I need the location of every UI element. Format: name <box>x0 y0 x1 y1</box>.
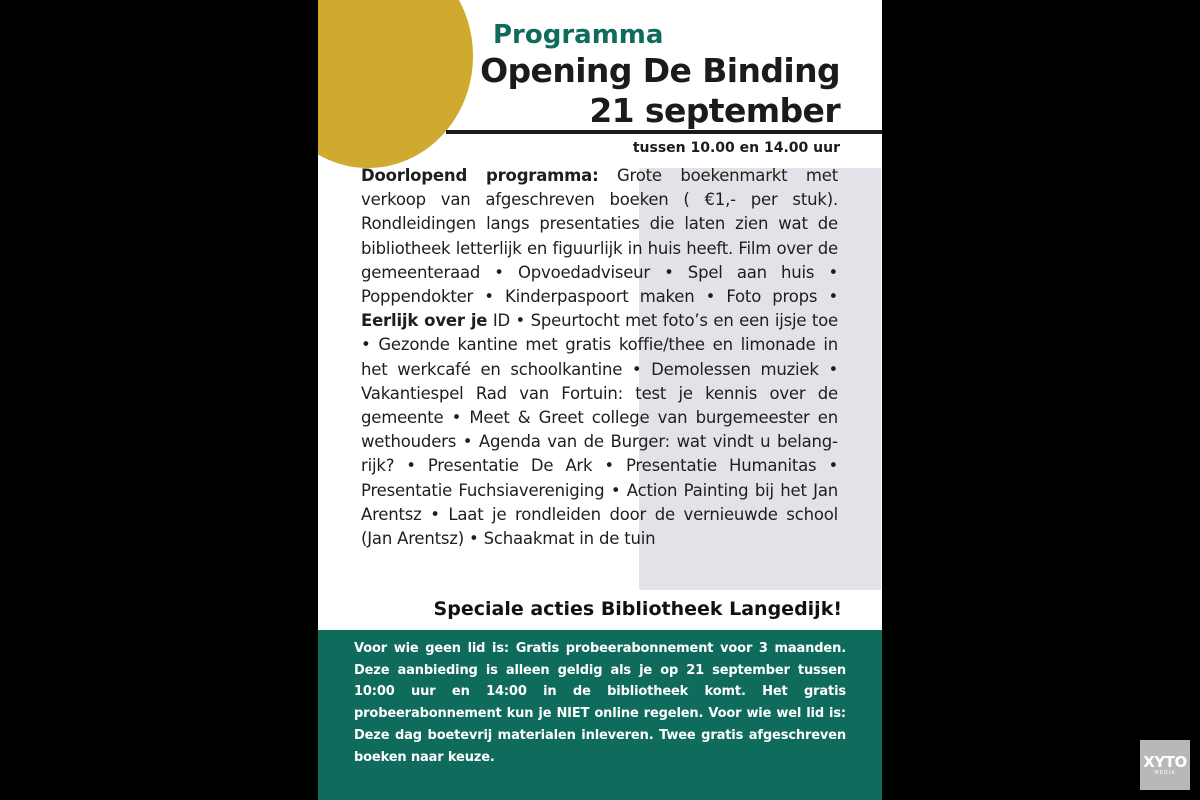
decorative-circle <box>318 0 473 168</box>
program-lead: Doorlopend programma: <box>361 166 599 185</box>
program-text-part-2: ID • Speurtocht met foto’s en een ijsje toe • Gezonde kantine met gratis koffie/thee en limonade in het werkcafé en schoolkantine • Demolessen muziek • Vakantiespel Rad van Fortuin: test je kennis over de gemeente • Meet & Greet college van burgemeester en wethouders • Agenda van de Burger: wat vindt u belangrijk? • Presentatie De Ark • Presentatie Humanitas • Presentatie Fuchsiavereniging • Action Painting bij het Jan Arentsz • Laat je rondleiden door de vernieuwde school (Jan Arentsz) • Schaakmat in de tuin <box>361 311 838 549</box>
watermark-main: XYTO <box>1143 752 1187 771</box>
program-bold-item: Eerlijk over je <box>361 311 488 331</box>
program-text <box>361 164 838 551</box>
page-title <box>480 51 840 131</box>
program-label: Programma <box>493 20 664 50</box>
program-text-part-1: Grote boekenmarkt met verkoop van afgeschreven boeken ( €1,- per stuk). Rondleidingen langs presentaties die laten zien wat de bibliotheek letterlijk en figuurlijk in huis heeft. Film over de gemeenteraad • Opvoedadviseur • Spel aan huis • Poppendokter • Kinderpaspoort maken • Foto props • <box>361 166 838 307</box>
opening-time: tussen 10.00 en 14.00 uur <box>632 140 840 156</box>
flyer <box>318 0 882 800</box>
title-line-2: 21 september <box>589 91 840 130</box>
footer-text: Voor wie geen lid is: Gratis probeerabonnement voor 3 maanden. Deze aanbieding is alleen geldig als je op 21 september tussen 10:00 uur en 14:00 in de bibliotheek komt. Het gratis probeerabonnement kun je NIET online regelen. Voor wie wel lid is: Deze dag boetevrij materialen inleveren. Twee gratis afgeschreven boeken naar keuze. <box>354 641 846 765</box>
watermark-sub: MEDIA <box>1154 769 1176 776</box>
watermark-logo <box>1140 740 1190 790</box>
footer-panel <box>318 630 882 800</box>
title-line-1: Opening De Binding <box>480 51 840 90</box>
title-divider <box>446 130 882 134</box>
acties-heading: Speciale acties Bibliotheek Langedijk! <box>433 598 842 620</box>
